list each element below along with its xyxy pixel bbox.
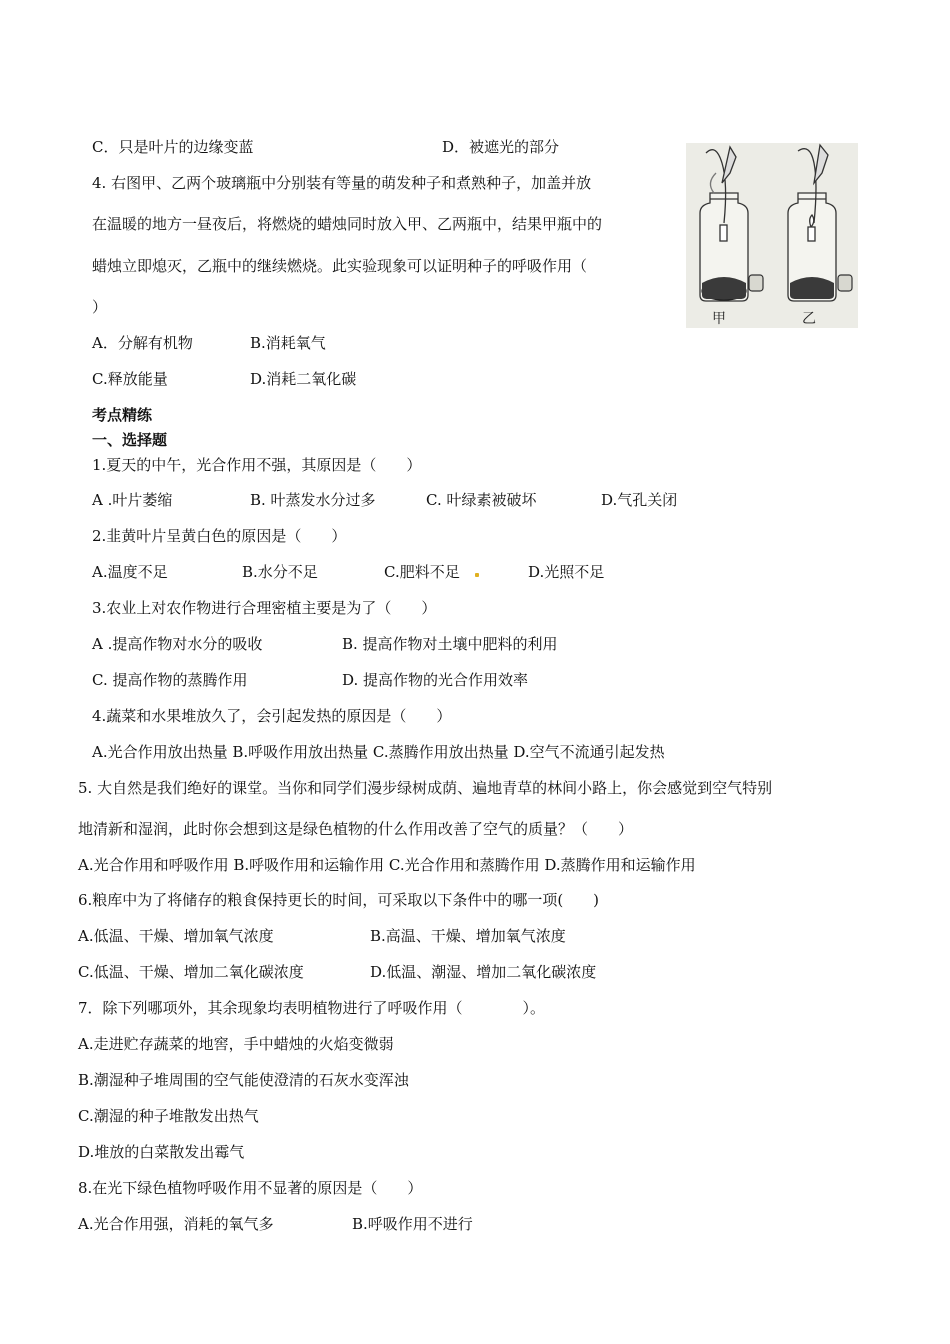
q8-option-a: A.光合作用强，消耗的氧气多 bbox=[78, 1215, 274, 1233]
q7-option-b: B.潮湿种子堆周围的空气能使澄清的石灰水变浑浊 bbox=[78, 1071, 409, 1089]
q7-option-c: C.潮湿的种子堆散发出热气 bbox=[78, 1107, 259, 1125]
q1-option-b: B. 叶蒸发水分过多 bbox=[250, 491, 376, 509]
q3-option-c2: C. 提高作物的蒸腾作用 bbox=[92, 671, 248, 689]
q1-option-c: C. 叶绿素被破坏 bbox=[426, 491, 537, 509]
q6-option-b: B.高温、干燥、增加氧气浓度 bbox=[370, 927, 566, 945]
q5-stem-line2: 地清新和湿润，此时你会想到这是绿色植物的什么作用改善了空气的质量？（ ） bbox=[78, 820, 634, 838]
q4b-stem: 4.蔬菜和水果堆放久了，会引起发热的原因是（ ） bbox=[92, 707, 452, 725]
q1-option-a: A .叶片萎缩 bbox=[92, 491, 173, 509]
q4b-options: A.光合作用放出热量 B.呼吸作用放出热量 C.蒸腾作用放出热量 D.空气不流通引起发热 bbox=[92, 743, 665, 761]
q5-stem-line1: 5. 大自然是我们绝好的课堂。当你和同学们漫步绿树成荫、遍地青草的林间小路上，你会感觉到空气特别 bbox=[78, 779, 773, 797]
seed-jar-figure bbox=[686, 143, 858, 328]
q1-stem: 1.夏天的中午，光合作用不强，其原因是（ ） bbox=[92, 456, 422, 474]
q3-option-b: B. 提高作物对土壤中肥料的利用 bbox=[342, 635, 558, 653]
stray-mark bbox=[475, 573, 479, 577]
q6-option-a: A.低温、干燥、增加氧气浓度 bbox=[78, 927, 274, 945]
q4-stem-line4: ） bbox=[92, 298, 108, 316]
q3-option-d: D．被遮光的部分 bbox=[442, 138, 560, 156]
q6-option-c: C.低温、干燥、增加二氧化碳浓度 bbox=[78, 963, 304, 981]
q3-option-d2: D. 提高作物的光合作用效率 bbox=[342, 671, 529, 689]
section-subtitle: 一、选择题 bbox=[92, 431, 168, 449]
q3-option-a: A .提高作物对水分的吸收 bbox=[92, 635, 263, 653]
q4-option-b: B.消耗氧气 bbox=[250, 334, 326, 352]
q8-stem: 8.在光下绿色植物呼吸作用不显著的原因是（ ） bbox=[78, 1179, 423, 1197]
section-title: 考点精练 bbox=[92, 406, 153, 424]
jar-left bbox=[700, 147, 748, 301]
q6-stem: 6.粮库中为了将储存的粮食保持更长的时间，可采取以下条件中的哪一项( ) bbox=[78, 891, 600, 909]
seed-jars-illustration bbox=[686, 143, 858, 328]
q4-stem-line2: 在温暖的地方一昼夜后，将燃烧的蜡烛同时放入甲、乙两瓶中，结果甲瓶中的 bbox=[92, 215, 603, 233]
q2-option-b: B.水分不足 bbox=[242, 563, 318, 581]
q7-option-d: D.堆放的白菜散发出霉气 bbox=[78, 1143, 245, 1161]
label-yi: 乙 bbox=[802, 311, 816, 327]
lid-right bbox=[838, 275, 852, 291]
q2-option-d: D.光照不足 bbox=[528, 563, 605, 581]
jar-right bbox=[788, 145, 836, 301]
q3-option-c: C．只是叶片的边缘变蓝 bbox=[92, 138, 254, 156]
q2-option-c: C.肥料不足 bbox=[384, 563, 460, 581]
label-jia: 甲 bbox=[712, 311, 726, 327]
q8-option-b: B.呼吸作用不进行 bbox=[352, 1215, 473, 1233]
q7-stem: 7．除下列哪项外，其余现象均表明植物进行了呼吸作用（ ）。 bbox=[78, 999, 546, 1017]
q5-options: A.光合作用和呼吸作用 B.呼吸作用和运输作用 C.光合作用和蒸腾作用 D.蒸腾作用和运输作用 bbox=[78, 856, 696, 874]
q4-option-d: D.消耗二氧化碳 bbox=[250, 370, 357, 388]
q6-option-d: D.低温、潮湿、增加二氧化碳浓度 bbox=[370, 963, 597, 981]
q2-stem: 2.韭黄叶片呈黄白色的原因是（ ） bbox=[92, 527, 347, 545]
q4-stem-line1: 4. 右图甲、乙两个玻璃瓶中分别装有等量的萌发种子和煮熟种子，加盖并放 bbox=[92, 174, 592, 192]
q4-option-c: C.释放能量 bbox=[92, 370, 168, 388]
q7-option-a: A.走进贮存蔬菜的地窖，手中蜡烛的火焰变微弱 bbox=[78, 1035, 394, 1053]
q4-stem-line3: 蜡烛立即熄灭，乙瓶中的继续燃烧。此实验现象可以证明种子的呼吸作用（ bbox=[92, 257, 588, 275]
q1-option-d: D.气孔关闭 bbox=[601, 491, 678, 509]
q3-stem: 3.农业上对农作物进行合理密植主要是为了（ ） bbox=[92, 599, 437, 617]
lid-left bbox=[749, 275, 763, 291]
q2-option-a: A.温度不足 bbox=[92, 563, 168, 581]
q4-option-a: A．分解有机物 bbox=[92, 334, 193, 352]
